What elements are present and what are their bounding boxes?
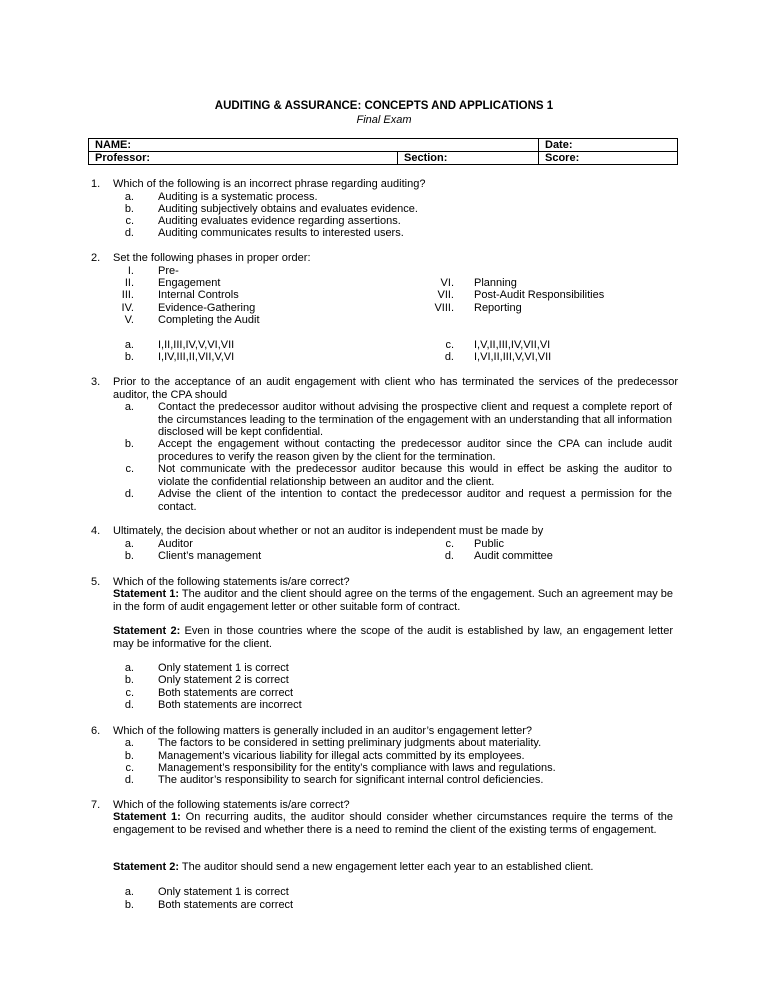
q7-statement-1: Statement 1: On recurring audits, the auditor should consider whether circumstances require the terms of the engagement to be revised and whether there is a need to remind the client of the existing terms of engagement. <box>113 811 673 836</box>
section-field: Section: <box>398 152 539 165</box>
student-info-table <box>88 138 678 165</box>
question-text: Which of the following is an incorrect phrase regarding auditing? <box>113 178 426 190</box>
exam-subtitle: Final Exam <box>356 114 412 126</box>
date-field: Date: <box>539 139 678 152</box>
question-number: 1. <box>91 178 101 190</box>
score-field: Score: <box>539 152 678 165</box>
question-text: Which of the following matters is generally included in an auditor’s engagement letter? <box>113 725 533 737</box>
q5-statement-2: Statement 2: Even in those countries where the scope of the audit is established by law, an engagement letter may be informative for the client. <box>113 625 673 650</box>
q5-statement-1: Statement 1: The auditor and the client should agree on the terms of the engagement. Such an agreement may be in the form of audit engagement letter or other suitable form of contract. <box>113 588 673 613</box>
q7-statement-2: Statement 2: The auditor should send a new engagement letter each year to an established client. <box>113 861 594 873</box>
question-text: Which of the following statements is/are correct? <box>113 576 350 588</box>
question-text: Ultimately, the decision about whether or not an auditor is independent must be made by <box>113 525 544 537</box>
question-text: Prior to the acceptance of an audit engagement with client who has terminated the services of the predecessor auditor, the CPA should <box>113 376 678 401</box>
name-field: NAME: <box>89 139 539 152</box>
question-text: Which of the following statements is/are correct? <box>113 799 350 811</box>
exam-title: AUDITING & ASSURANCE: CONCEPTS AND APPLICATIONS 1 <box>214 100 554 112</box>
professor-field: Professor: <box>89 152 398 165</box>
question-text: Set the following phases in proper order: <box>113 252 311 264</box>
